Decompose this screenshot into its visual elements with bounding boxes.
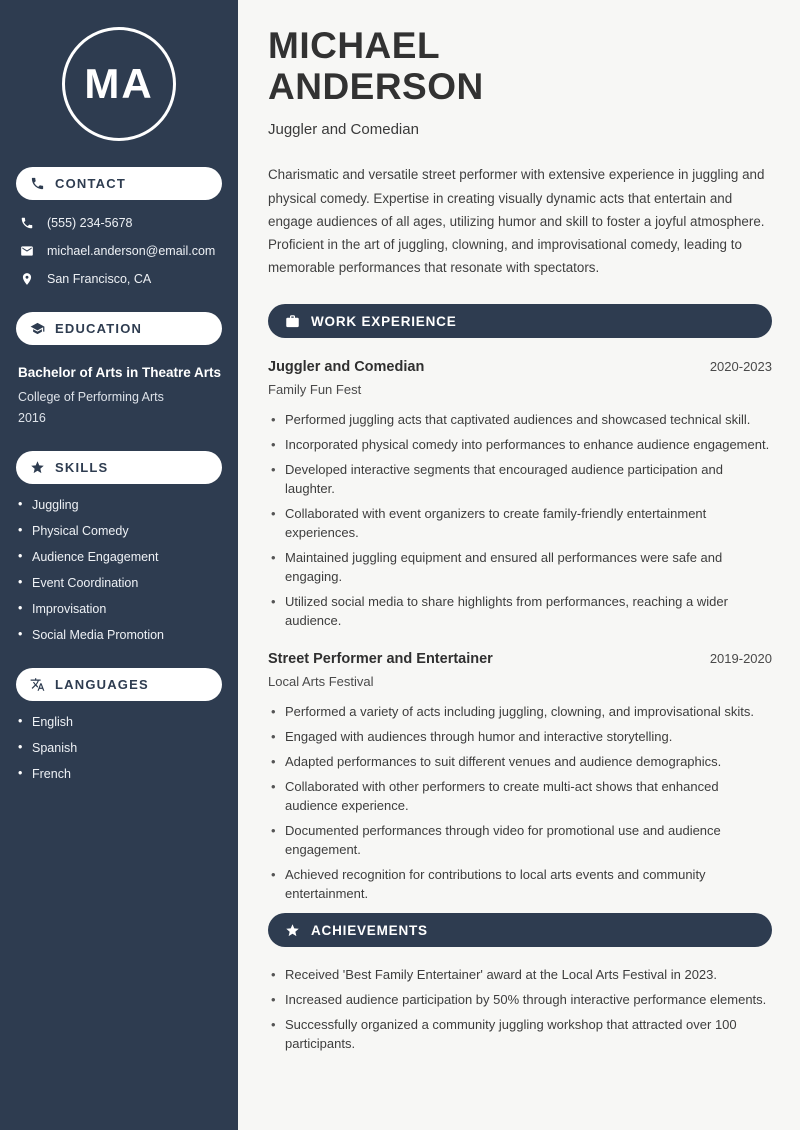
contact-phone bbox=[20, 216, 222, 230]
education-section-header bbox=[16, 312, 222, 345]
education-year: 2016 bbox=[18, 410, 46, 425]
achievements-banner bbox=[268, 913, 772, 947]
job-bullet: • Maintained juggling equipment and ensured all performances were safe and engaging. bbox=[268, 548, 772, 586]
languages-header-label: LANGUAGES bbox=[55, 676, 149, 692]
education-header-label: EDUCATION bbox=[55, 321, 143, 336]
skill-item: • Social Media Promotion bbox=[16, 628, 222, 642]
phone-icon bbox=[30, 176, 45, 191]
person-name-line1: MICHAEL bbox=[268, 25, 441, 66]
job-bullet: • Utilized social media to share highlights from performances, reaching a wider audience. bbox=[268, 592, 772, 630]
language-item: • English bbox=[16, 715, 222, 729]
job-date: 2019-2020 bbox=[709, 651, 772, 667]
star-icon bbox=[285, 923, 300, 938]
job-entry bbox=[268, 651, 772, 903]
job-company: Local Arts Festival bbox=[268, 674, 374, 690]
contact-email bbox=[20, 244, 222, 258]
briefcase-icon bbox=[285, 314, 300, 329]
phone-icon bbox=[20, 216, 34, 230]
languages-section-header bbox=[16, 668, 222, 701]
achievement-bullet: • Increased audience participation by 50% through interactive performance elements. bbox=[268, 990, 772, 1009]
graduation-cap-icon bbox=[30, 321, 45, 336]
skills-header-label: SKILLS bbox=[55, 459, 109, 475]
contact-list bbox=[16, 216, 222, 286]
job-header bbox=[268, 651, 772, 667]
job-bullet: • Adapted performances to suit different venues and audience demographics. bbox=[268, 752, 772, 771]
job-title: Juggler and Comedian bbox=[268, 359, 425, 376]
job-entry bbox=[268, 359, 772, 630]
avatar-initials: MA bbox=[84, 60, 154, 107]
star-icon bbox=[30, 460, 45, 475]
language-item: • French bbox=[16, 767, 222, 781]
person-title: Juggler and Comedian bbox=[268, 121, 419, 139]
envelope-icon bbox=[20, 244, 34, 258]
achievements-list bbox=[268, 965, 772, 1053]
job-bullet: • Performed juggling acts that captivated audiences and showcased technical skill. bbox=[268, 410, 772, 429]
contact-email-value: michael.anderson@email.com bbox=[47, 244, 216, 258]
job-bullet: • Incorporated physical comedy into performances to enhance audience engagement. bbox=[268, 435, 772, 454]
contact-location bbox=[20, 272, 222, 286]
main-content bbox=[238, 0, 800, 1130]
work-experience-banner bbox=[268, 304, 772, 338]
languages-list bbox=[16, 715, 222, 781]
job-bullet: • Performed a variety of acts including juggling, clowning, and improvisational skits. bbox=[268, 702, 772, 721]
job-bullet: • Collaborated with event organizers to create family-friendly entertainment experiences. bbox=[268, 504, 772, 542]
education-entry bbox=[16, 363, 222, 425]
achievements-header-label: ACHIEVEMENTS bbox=[311, 922, 428, 938]
skill-item: • Improvisation bbox=[16, 602, 222, 616]
translate-icon bbox=[30, 677, 45, 692]
skill-item: • Event Coordination bbox=[16, 576, 222, 590]
achievement-bullet: • Received 'Best Family Entertainer' award at the Local Arts Festival in 2023. bbox=[268, 965, 772, 984]
person-name bbox=[268, 26, 772, 107]
skill-item: • Audience Engagement bbox=[16, 550, 222, 564]
skill-item: • Juggling bbox=[16, 498, 222, 512]
job-header bbox=[268, 359, 772, 375]
sidebar bbox=[0, 0, 238, 1130]
achievement-bullet: • Successfully organized a community juggling workshop that attracted over 100 participants. bbox=[268, 1015, 772, 1053]
skills-list bbox=[16, 498, 222, 642]
work-experience-header-label: WORK EXPERIENCE bbox=[311, 313, 457, 329]
profile-summary: Charismatic and versatile street performer with extensive experience in juggling and physical comedy. Expertise in creating visually dynamic acts that entertain and engage audiences of all ages, utilizing humor and skill to foster a joyful atmosphere. Proficient in the art of juggling, clowning, and improvisational comedy, leading to memorable performances that resonate with spectators. bbox=[268, 167, 765, 276]
contact-phone-value: (555) 234-5678 bbox=[47, 216, 133, 230]
avatar bbox=[62, 27, 176, 141]
job-bullet: • Achieved recognition for contributions to local arts events and community entertainment. bbox=[268, 865, 772, 903]
job-date: 2020-2023 bbox=[709, 359, 772, 375]
skills-section-header bbox=[16, 451, 222, 484]
language-item: • Spanish bbox=[16, 741, 222, 755]
education-school: College of Performing Arts bbox=[18, 389, 164, 404]
job-bullet: • Engaged with audiences through humor and interactive storytelling. bbox=[268, 727, 772, 746]
job-bullet: • Collaborated with other performers to create multi-act shows that enhanced audience experience. bbox=[268, 777, 772, 815]
contact-section-header bbox=[16, 167, 222, 200]
map-pin-icon bbox=[20, 272, 34, 286]
education-degree: Bachelor of Arts in Theatre Arts bbox=[18, 365, 222, 380]
job-title: Street Performer and Entertainer bbox=[268, 651, 493, 668]
contact-header-label: CONTACT bbox=[55, 176, 126, 191]
job-bullet: • Developed interactive segments that encouraged audience participation and laughter. bbox=[268, 460, 772, 498]
job-bullet-list bbox=[268, 410, 772, 630]
contact-location-value: San Francisco, CA bbox=[47, 272, 152, 286]
job-company: Family Fun Fest bbox=[268, 382, 362, 398]
job-bullet-list bbox=[268, 702, 772, 903]
job-bullet: • Documented performances through video for promotional use and audience engagement. bbox=[268, 821, 772, 859]
person-name-line2: ANDERSON bbox=[268, 65, 484, 107]
skill-item: • Physical Comedy bbox=[16, 524, 222, 538]
